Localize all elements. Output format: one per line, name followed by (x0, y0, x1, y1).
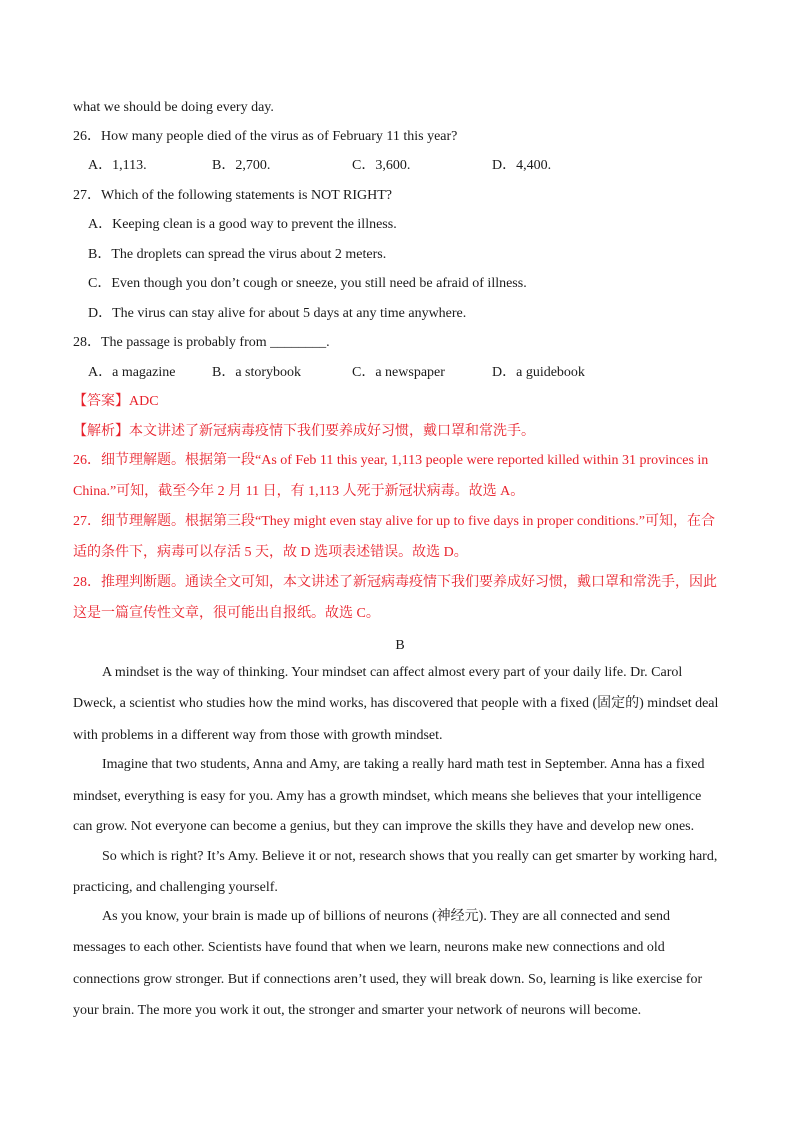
analysis-28-line-1: 28．推理判断题。通读全文可知，本文讲述了新冠病毒疫情下我们要养成好习惯，戴口罩和常洗手，因此 (73, 575, 717, 590)
q26-option-a: A．1,113. (88, 158, 147, 173)
section-b-heading: B (395, 638, 405, 653)
q26-option-c: C．3,600. (352, 158, 411, 173)
q28-option-c: C．a newspaper (352, 365, 445, 380)
paragraph-2-line-3: can grow. Not everyone can become a genius, but they can improve the skills they have and develop new ones. (73, 819, 695, 834)
paragraph-1-line-3: with problems in a different way from those with growth mindset. (73, 728, 443, 743)
paragraph-1-line-2: Dweck, a scientist who studies how the mind works, has discovered that people with a fixed (固定的) mindset deal (73, 696, 719, 711)
analysis-28-line-2: 这是一篇宣传性文章，很可能出自报纸。故选 C。 (73, 606, 380, 621)
paragraph-3-line-2: practicing, and challenging yourself. (73, 880, 278, 895)
paragraph-4-line-3: connections grow stronger. But if connections aren’t used, they will break down. So, learning is like exercise for (73, 972, 703, 987)
q27-option-c: C．Even though you don’t cough or sneeze, you still need be afraid of illness. (88, 276, 527, 291)
analysis-27-line-2: 适的条件下，病毒可以存活 5 天，故 D 选项表述错误。故选 D。 (73, 545, 468, 560)
analysis-27-line-1: 27．细节理解题。根据第三段“They might even stay alive for up to five days in proper conditions.”可知，在合 (73, 514, 715, 529)
answer-line: 【答案】ADC (73, 394, 159, 409)
q26-option-d: D．4,400. (492, 158, 552, 173)
passage-tail-line: what we should be doing every day. (73, 100, 274, 115)
question-26-stem: 26．How many people died of the virus as of February 11 this year? (73, 129, 458, 144)
paragraph-4-line-2: messages to each other. Scientists have found that when we learn, neurons make new connections and old (73, 940, 665, 955)
paragraph-4-line-4: your brain. The more you work it out, the stronger and smarter your network of neurons will become. (73, 1003, 642, 1018)
q28-option-d: D．a guidebook (492, 365, 585, 380)
q28-option-b: B．a storybook (212, 365, 302, 380)
question-27-stem: 27．Which of the following statements is NOT RIGHT? (73, 188, 392, 203)
paragraph-4-line-1: As you know, your brain is made up of billions of neurons (神经元). They are all connected and send (102, 909, 671, 924)
q26-option-b: B．2,700. (212, 158, 271, 173)
analysis-26-line-1: 26．细节理解题。根据第一段“As of Feb 11 this year, 1,113 people were reported killed within 31 provinces in (73, 453, 709, 468)
q27-option-d: D．The virus can stay alive for about 5 days at any time anywhere. (88, 306, 467, 321)
question-28-stem: 28．The passage is probably from ________. (73, 335, 330, 350)
q28-option-a: A．a magazine (88, 365, 176, 380)
q27-option-a: A．Keeping clean is a good way to prevent the illness. (88, 217, 397, 232)
analysis-line: 【解析】本文讲述了新冠病毒疫情下我们要养成好习惯，戴口罩和常洗手。 (73, 424, 535, 439)
paragraph-1-line-1: A mindset is the way of thinking. Your mindset can affect almost every part of your daily life. Dr. Carol (102, 665, 683, 680)
paragraph-3-line-1: So which is right? It’s Amy. Believe it or not, research shows that you really can get smarter by working hard, (102, 849, 718, 864)
paragraph-2-line-2: mindset, everything is easy for you. Amy has a growth mindset, which means she believes that your intelligence (73, 789, 702, 804)
q27-option-b: B．The droplets can spread the virus about 2 meters. (88, 247, 387, 262)
analysis-26-line-2: China.”可知，截至今年 2 月 11 日，有 1,113 人死于新冠状病毒。故选 A。 (73, 484, 525, 499)
paragraph-2-line-1: Imagine that two students, Anna and Amy, are taking a really hard math test in September. Anna has a fixed (102, 757, 705, 772)
